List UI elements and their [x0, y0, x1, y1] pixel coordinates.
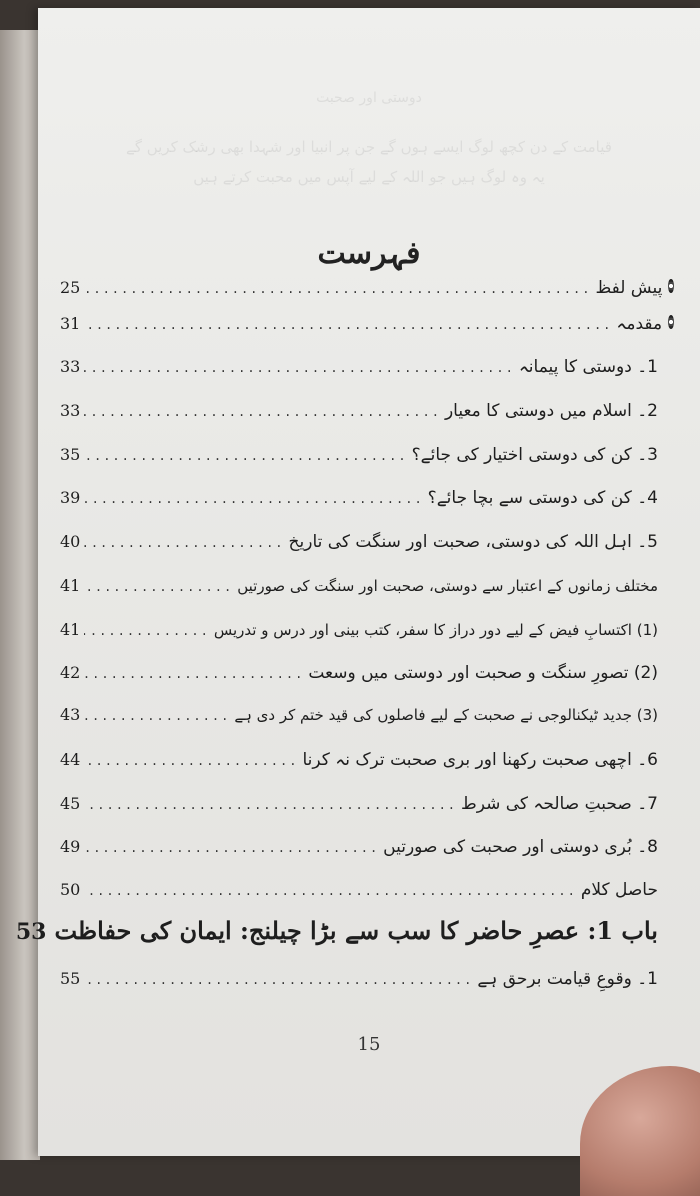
toc-entry: [60, 880, 658, 900]
toc-entry: [60, 968, 658, 989]
toc-entry-label: 1۔ دوستی کا پیمانہ: [518, 357, 658, 377]
toc-entry: [60, 531, 658, 552]
toc-entry-label: (3) جدید ٹیکنالوجی نے صحبت کے لیے فاصلوں کی قید ختم کر دی ہے: [234, 706, 658, 724]
toc-entry-label: 5۔ اہل اللہ کی دوستی، صحبت اور سنگت کی تاریخ: [288, 532, 658, 552]
bleed-through-text: قیامت کے دن کچھ لوگ ایسے ہوں گے جن پر انبیا اور شہدا بھی رشک کریں گے: [126, 138, 612, 156]
toc-entry: [60, 356, 658, 377]
toc-leader-dots: [84, 405, 441, 419]
toc-leader-dots: [84, 884, 576, 898]
toc-page-number: 25: [60, 278, 81, 297]
toc-entry-label: 3۔ کن کی دوستی اختیار کی جائے؟: [411, 445, 658, 465]
toc-entry: [60, 313, 674, 334]
toc-leader-dots: [84, 798, 457, 812]
toc-entry: [60, 487, 658, 508]
toc-leader-dots: [84, 536, 284, 550]
toc-leader-dots: [84, 973, 473, 987]
toc-entry-label: 8۔ بُری دوستی اور صحبت کی صورتیں: [383, 837, 658, 857]
toc-leader-dots: [84, 754, 298, 768]
toc-leader-dots: [84, 361, 514, 375]
toc-page-number: 55: [60, 969, 81, 988]
adjacent-page-edge: [0, 30, 40, 1160]
toc-page-number: 40: [60, 532, 81, 551]
toc-entry-label: پیش لفظ: [595, 278, 663, 298]
toc-leader-dots: [84, 449, 407, 463]
toc-entry: [60, 705, 658, 724]
toc-page-number: 31: [60, 314, 81, 333]
toc-entry-label: مختلف زمانوں کے اعتبار سے دوستی، صحبت اور سنگت کی صورتیں: [237, 577, 658, 595]
toc-title: فہرست: [317, 236, 421, 271]
toc-chapter-entry: [15, 916, 658, 945]
toc-leader-dots: [84, 667, 304, 681]
flower-bullet-icon: [668, 279, 674, 293]
toc-page-number: 44: [60, 750, 81, 769]
toc-entry: [60, 836, 658, 857]
toc-entry: [60, 793, 658, 814]
toc-page-number: 35: [60, 445, 81, 464]
bleed-through-text: یہ وہ لوگ ہیں جو اللہ کے لیے آپس میں محبت کرتے ہیں: [193, 168, 545, 186]
toc-entry-label: (1) اکتسابِ فیض کے لیے دور دراز کا سفر، کتب بینی اور درس و تدریس: [213, 621, 658, 639]
toc-page-number: 43: [60, 705, 81, 724]
toc-entry-label: 2۔ اسلام میں دوستی کا معیار: [444, 401, 658, 421]
page-number: 15: [357, 1034, 381, 1055]
toc-entry-label: 7۔ صحبتِ صالحہ کی شرط: [461, 794, 658, 814]
toc-leader-dots: [84, 624, 209, 638]
toc-leader-dots: [84, 841, 379, 855]
toc-page-number: 42: [60, 663, 81, 682]
toc-entry-label: مقدمہ: [616, 314, 663, 334]
toc-entry-label: حاصل کلام: [580, 880, 658, 900]
book-page: [15, 8, 700, 1156]
toc-page-number: 49: [60, 837, 81, 856]
toc-entry-label: (2) تصورِ سنگت و صحبت اور دوستی میں وسعت: [308, 663, 658, 683]
toc-page-number: 53: [15, 919, 47, 945]
flower-bullet-icon: [668, 315, 674, 329]
toc-leader-dots: [84, 709, 230, 723]
toc-entry: [60, 576, 658, 595]
toc-entry: [60, 400, 658, 421]
toc-page-number: 50: [60, 880, 81, 899]
toc-leader-dots: [84, 580, 233, 594]
toc-entry: [60, 278, 674, 298]
toc-entry-label: باب 1: عصرِ حاضر کا سب سے بڑا چیلنج: ایمان کی حفاظت: [54, 916, 658, 945]
bleed-through-text: دوستی اور صحبت: [316, 90, 422, 106]
toc-entry: [60, 444, 658, 465]
toc-page-number: 33: [60, 357, 81, 376]
toc-entry: [60, 620, 658, 639]
toc-page-number: 45: [60, 794, 81, 813]
toc-leader-dots: [84, 492, 423, 506]
toc-entry: [60, 663, 658, 683]
toc-page-number: 41: [60, 620, 81, 639]
toc-entry-label: 1۔ وقوعِ قیامت برحق ہے: [477, 969, 658, 989]
toc-leader-dots: [84, 282, 591, 296]
thumb: [580, 1066, 700, 1196]
toc-page-number: 33: [60, 401, 81, 420]
toc-entry-label: 4۔ کن کی دوستی سے بچا جائے؟: [427, 488, 658, 508]
toc-page-number: 41: [60, 576, 81, 595]
toc-entry-label: 6۔ اچھی صحبت رکھنا اور بری صحبت ترک نہ کرنا: [302, 750, 658, 770]
toc-page-number: 39: [60, 488, 81, 507]
toc-entry: [60, 749, 658, 770]
toc-leader-dots: [84, 318, 612, 332]
